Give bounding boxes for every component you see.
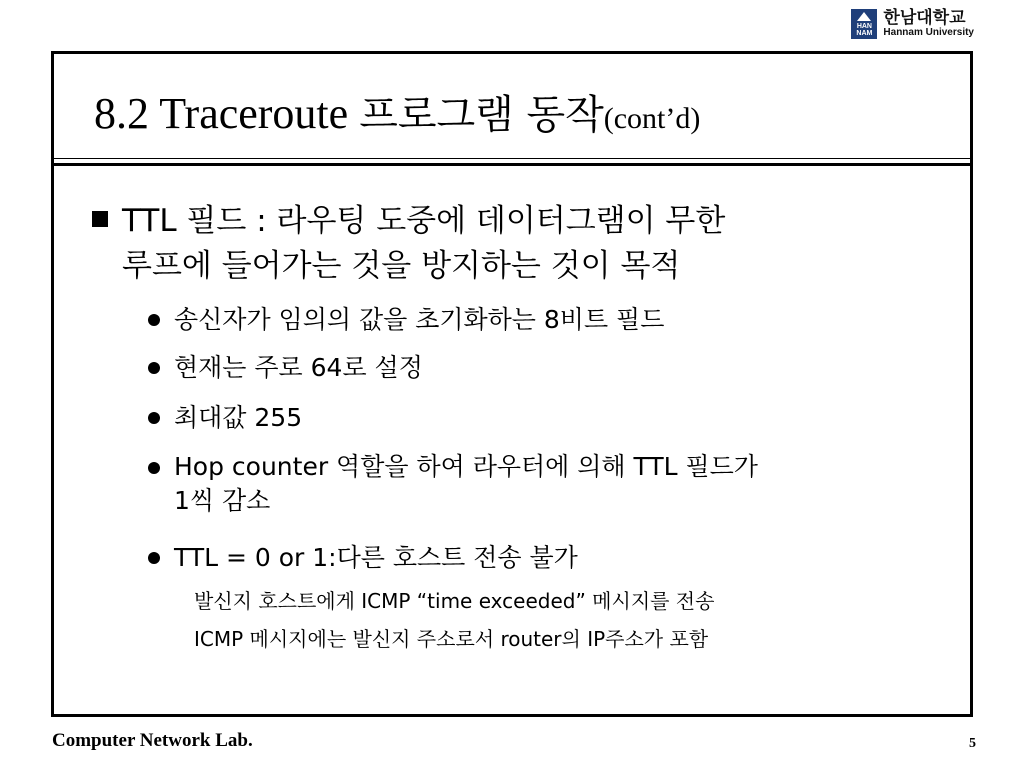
title-korean: 프로그램 동작 — [359, 92, 604, 138]
sub-bullet-text: 현재는 주로 64로 설정 — [174, 353, 423, 382]
bullet-line: 루프에 들어가는 것을 방지하는 것이 목적 — [122, 248, 681, 284]
sub-bullet-initialize — [174, 302, 664, 337]
bullet-line: TTL 필드 : 라우팅 도중에 데이터그램이 무한 — [122, 203, 726, 239]
bullet-ttl-field — [122, 199, 922, 289]
footer-lab-name: Computer Network Lab. — [52, 730, 253, 751]
square-bullet-icon — [92, 211, 108, 227]
round-bullet-icon — [148, 314, 160, 326]
slide-body — [54, 54, 970, 714]
title-prefix: 8.2 Traceroute — [94, 89, 360, 138]
detail-text: ICMP 메시지에는 발신지 주소로서 router의 IP주소가 포함 — [194, 627, 709, 651]
emblem-roof-icon — [857, 12, 871, 21]
title-suffix: (cont’d) — [603, 102, 701, 135]
university-logo — [851, 6, 974, 42]
sub-bullet-ttl-zero — [174, 540, 578, 575]
detail-icmp-message — [194, 586, 714, 616]
sub-bullet-default — [174, 350, 423, 385]
logo-name-english: Hannam University — [883, 27, 974, 38]
page-number: 5 — [969, 736, 976, 751]
logo-name-korean: 한남대학교 — [883, 8, 966, 28]
sub-bullet-text: 송신자가 임의의 값을 초기화하는 8비트 필드 — [174, 305, 665, 334]
round-bullet-icon — [148, 462, 160, 474]
sub-bullet-hop-counter — [174, 450, 954, 518]
round-bullet-icon — [148, 552, 160, 564]
sub-bullet-text: TTL = 0 or 1:다른 호스트 전송 불가 — [174, 543, 578, 572]
sub-bullet-maximum — [174, 400, 302, 435]
slide-frame — [51, 51, 973, 717]
university-emblem: HAN NAM — [851, 9, 877, 39]
round-bullet-icon — [148, 362, 160, 374]
sub-bullet-text: 최대값 255 — [174, 403, 303, 432]
sub-bullet-text: 1씩 감소 — [174, 486, 271, 515]
round-bullet-icon — [148, 412, 160, 424]
sub-bullet-text: Hop counter 역할을 하여 라우터에 의해 TTL 필드가 — [174, 452, 758, 481]
detail-text: 발신지 호스트에게 ICMP “time exceeded” 메시지를 전송 — [194, 589, 715, 613]
detail-icmp-address — [194, 624, 708, 654]
